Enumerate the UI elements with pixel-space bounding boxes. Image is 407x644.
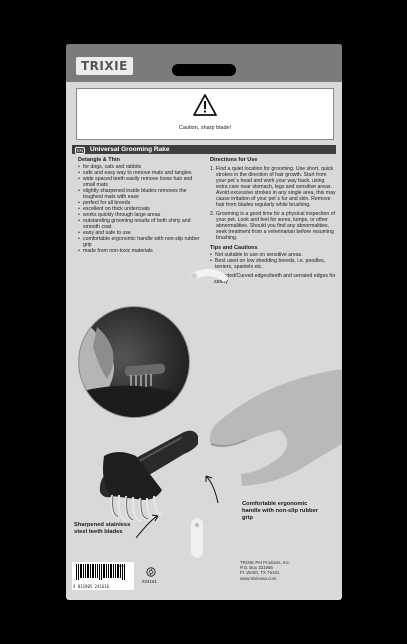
article-number: #24161	[142, 579, 158, 584]
directions-heading: Directions for Use	[210, 157, 258, 163]
product-card	[66, 44, 342, 600]
feature-item: • slightly sharpened inside blades removes the toughest mats with ease	[78, 188, 200, 200]
address-line: P.O. Box 321956	[240, 565, 273, 571]
feature-item: • excellent on thick undercoats	[78, 206, 200, 212]
step-text: Find a quiet location for grooming. Use short, quick strokes in the direction of hair growth. Start from your pet´s head and work your way back, using extra care near stomach, legs and sensitive areas. Avoid excessive strokes in any single area, this may cause irritation of your pet´s fur and skin. Remove hair from blades regularly while brushing.	[216, 166, 336, 208]
feature-item: • for dogs, cats and rabbits	[78, 164, 200, 170]
address-line: www.trixieusa.com	[240, 575, 277, 581]
step-number: 2.	[210, 211, 215, 217]
recycle-icon	[146, 567, 156, 577]
tips-heading: Tips and Cautions	[210, 245, 258, 251]
blades-callout: Sharpened stainless steel teeth blades	[74, 522, 131, 535]
feature-item: • wide spaced teeth easily remove loose hair and small mats	[78, 176, 200, 188]
barcode-small-code: 24161	[117, 564, 126, 568]
address-line: Ft. Worth, TX 76181	[240, 570, 280, 576]
tip-item: • Not suitable to use on sensitive areas.	[210, 252, 336, 258]
warning-text: Caution, sharp blade!	[178, 125, 232, 131]
brand-logo: TRIXIE	[76, 57, 133, 75]
feature-item: • easy and safe to use	[78, 230, 200, 236]
language-badge: EN	[77, 147, 84, 153]
barcode-number: 4 011905 241616	[73, 584, 110, 589]
feature-item: • outstanding grooming results of both shiny and smooth coat	[78, 218, 200, 230]
feature-item: • works quickly through large areas	[78, 212, 200, 218]
safety-note: Rounded/Curved edges/teeth and serrated edges for safety	[214, 273, 336, 285]
feature-item: • perfect for all breeds	[78, 200, 200, 206]
tip-item: • Best used on low shedding breeds, i.e. poodles, terriers, spaniels etc.	[210, 258, 336, 270]
features-heading: Detangle & Thin	[78, 157, 120, 163]
feature-item: • safe and easy way to remove mats and tangles	[78, 170, 200, 176]
barcode	[72, 562, 134, 590]
step-text: Grooming is a good time for a physical inspection of your pet. Look and feel for sores, lumps, or other abnormalities. Should you find any abnormalities, seek treatment from a veterinarian before resuming brushing.	[216, 211, 336, 241]
product-title: Universal Grooming Rake	[90, 146, 170, 153]
feature-item: • made from non-toxic materials	[78, 248, 200, 254]
manufacturer-address	[240, 560, 290, 581]
address-line: TRIXIE Pet Products, Inc.	[240, 560, 291, 565]
feature-item: • comfortable ergonomic handle with non-slip rubber grip	[78, 236, 200, 248]
step-number: 1.	[210, 166, 215, 172]
handle-callout: Comfortable ergonomic handle with non-slip rubber grip	[242, 501, 319, 521]
